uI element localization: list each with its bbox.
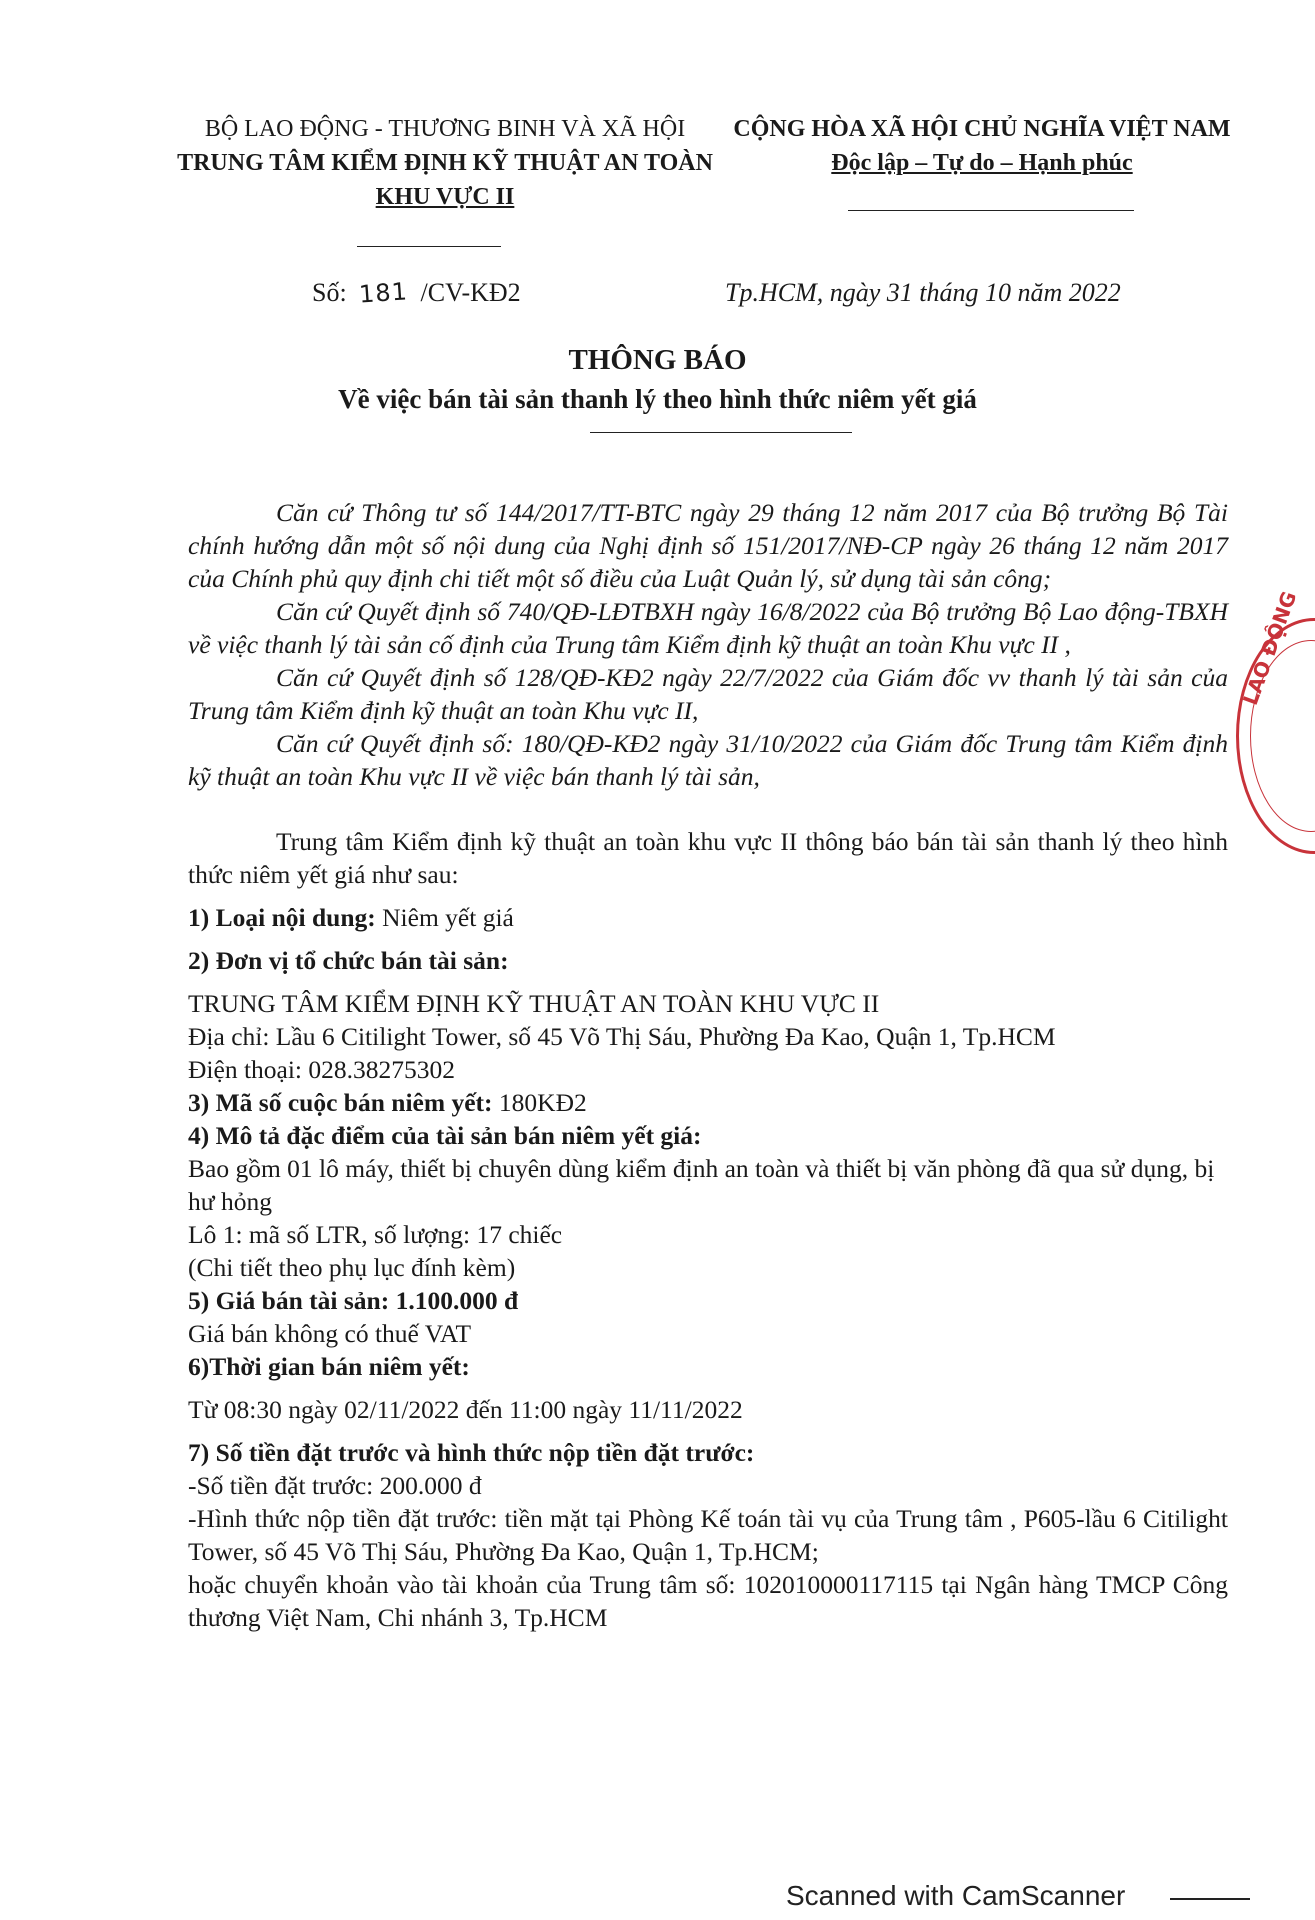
section-3-value: 180KĐ2 [498, 1088, 587, 1117]
country-name: CỘNG HÒA XÃ HỘI CHỦ NGHĨA VIỆT NAM [733, 116, 1231, 142]
national-block [712, 112, 1252, 180]
seller-org-name: TRUNG TÂM KIỂM ĐỊNH KỸ THUẬT AN TOÀN KHU VỰC II [188, 989, 880, 1018]
legal-basis-4: Căn cứ Quyết định số: 180/QĐ-KĐ2 ngày 31/10/2022 của Giám đốc Trung tâm Kiểm định kỹ thuật an toàn Khu vực II về việc bán thanh lý tài sản, [188, 729, 1228, 791]
section-1 [188, 901, 1228, 934]
asset-lot: Lô 1: mã số LTR, số lượng: 17 chiếc [188, 1220, 563, 1249]
sale-price: 1.100.000 đ [395, 1286, 519, 1315]
section-7-label: 7) Số tiền đặt trước và hình thức nộp tiền đặt trước: [188, 1438, 755, 1467]
document-subtitle: Về việc bán tài sản thanh lý theo hình thức niêm yết giá [338, 384, 977, 414]
title-divider [590, 432, 852, 433]
asset-description: Bao gồm 01 lô máy, thiết bị chuyên dùng kiểm định an toàn và thiết bị văn phòng đã qua sử dụng, bị hư hỏng [188, 1154, 1215, 1216]
document-number-handwritten: 181 [358, 277, 409, 309]
document-number-prefix: Số: [312, 278, 347, 307]
section-3 [188, 1086, 1228, 1119]
legal-basis-1: Căn cứ Thông tư số 144/2017/TT-BTC ngày 29 tháng 12 năm 2017 của Bộ trưởng Bộ Tài chính hướng dẫn một số nội dung của Nghị định số 151/2017/NĐ-CP ngày 26 tháng 12 năm 2017 của Chính phủ quy định chi tiết một số điều của Luật Quản lý, sử dụng tài sản công; [188, 498, 1228, 593]
section-2-label: 2) Đơn vị tổ chức bán tài sản: [188, 946, 509, 975]
document-date: Tp.HCM, ngày 31 tháng 10 năm 2022 [725, 278, 1121, 307]
scanner-watermark: Scanned with CamScanner [786, 1880, 1126, 1911]
deposit-bank-transfer: hoặc chuyển khoản vào tài khoản của Trung tâm số: 102010000117115 tại Ngân hàng TMCP Công thương Việt Nam, Chi nhánh 3, Tp.HCM [188, 1570, 1228, 1632]
motto-divider [848, 210, 1134, 211]
seller-phone: Điện thoại: 028.38275302 [188, 1055, 456, 1084]
document-number-suffix: /CV-KĐ2 [420, 278, 521, 307]
official-stamp-text: LAO ĐỘNG [1238, 588, 1302, 709]
section-5-label: 5) Giá bán tài sản: [188, 1286, 390, 1315]
watermark-underline [1170, 1898, 1250, 1900]
section-5 [188, 1284, 1228, 1317]
document-title: THÔNG BÁO [568, 344, 747, 376]
legal-basis-2: Căn cứ Quyết định số 740/QĐ-LĐTBXH ngày 16/8/2022 của Bộ trưởng Bộ Lao động-TBXH về việc thanh lý tài sản cố định của Trung tâm Kiểm định kỹ thuật an toàn Khu vực II , [188, 597, 1228, 659]
seller-address: Địa chỉ: Lầu 6 Citilight Tower, số 45 Võ Thị Sáu, Phường Đa Kao, Quận 1, Tp.HCM [188, 1022, 1056, 1051]
section-1-label: 1) Loại nội dung: [188, 903, 376, 932]
issuer-divider [357, 246, 501, 247]
ministry-name: BỘ LAO ĐỘNG - THƯƠNG BINH VÀ XÃ HỘI [204, 116, 686, 142]
document-number [312, 278, 521, 308]
deposit-method: -Hình thức nộp tiền đặt trước: tiền mặt tại Phòng Kế toán tài vụ của Trung tâm , P605-lầu 6 Citilight Tower, số 45 Võ Thị Sáu, Phường Đa Kao, Quận 1, Tp.HCM; [188, 1504, 1228, 1566]
document-body [188, 496, 1228, 1634]
section-4-label: 4) Mô tả đặc điểm của tài sản bán niêm yết giá: [188, 1121, 702, 1150]
region-name: KHU VỰC II [375, 184, 515, 210]
intro-paragraph: Trung tâm Kiểm định kỹ thuật an toàn khu vực II thông báo bán tài sản thanh lý theo hình thức niêm yết giá như sau: [188, 827, 1228, 889]
asset-appendix-note: (Chi tiết theo phụ lục đính kèm) [188, 1253, 516, 1282]
section-6-label: 6)Thời gian bán niêm yết: [188, 1352, 470, 1381]
legal-basis-3: Căn cứ Quyết định số 128/QĐ-KĐ2 ngày 22/7/2022 của Giám đốc vv thanh lý tài sản của Trung tâm Kiểm định kỹ thuật an toàn Khu vực II, [188, 663, 1228, 725]
sale-period: Từ 08:30 ngày 02/11/2022 đến 11:00 ngày 11/11/2022 [188, 1395, 743, 1424]
price-vat-note: Giá bán không có thuế VAT [188, 1319, 472, 1348]
deposit-amount: -Số tiền đặt trước: 200.000 đ [188, 1471, 482, 1500]
center-name: TRUNG TÂM KIỂM ĐỊNH KỸ THUẬT AN TOÀN [177, 150, 713, 176]
section-3-label: 3) Mã số cuộc bán niêm yết: [188, 1088, 493, 1117]
national-motto: Độc lập – Tự do – Hạnh phúc [831, 150, 1133, 176]
issuer-block [150, 112, 740, 214]
section-1-value: Niêm yết giá [382, 903, 514, 932]
